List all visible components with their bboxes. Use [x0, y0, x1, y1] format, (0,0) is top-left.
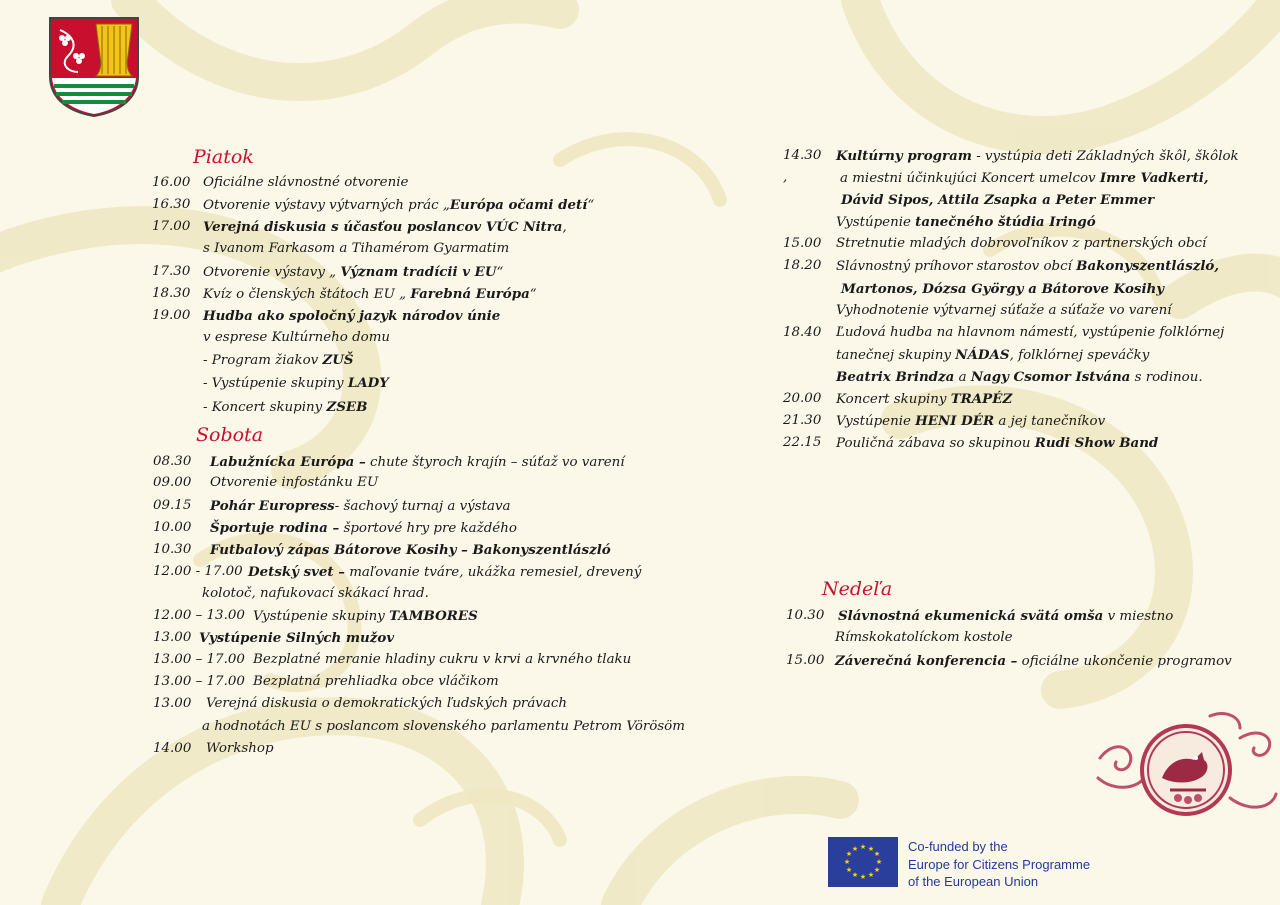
svg-text:★: ★: [859, 843, 867, 851]
schedule-item: 15.00 Stretnutie mladých dobrovoľníkov z partnerských obcí: [783, 236, 1207, 251]
schedule-item: Beatrix Brindza a Nagy Csomor Istvána s rodinou.: [836, 369, 1203, 385]
schedule-item: 12.00 - 17.00 Detský svet – maľovanie tváre, ukážka remesiel, drevený: [153, 564, 642, 580]
svg-text:★: ★: [859, 873, 867, 881]
schedule-item: 13.00 – 17.00 Bezplatná prehliadka obce vláčikom: [153, 674, 499, 689]
schedule-item: 14.00 Workshop: [153, 741, 274, 756]
schedule-item: 17.00 Verejná diskusia s účasťou poslancov VÚC Nitra,: [152, 219, 567, 235]
svg-text:★: ★: [875, 858, 883, 866]
svg-text:★: ★: [873, 866, 881, 874]
schedule-item: 18.30 Kvíz o členských štátoch EU „ Farebná Európa“: [152, 286, 537, 302]
schedule-item: 12.00 – 13.00 Vystúpenie skupiny TAMBORES: [153, 608, 478, 624]
schedule-item: Dávid Sipos, Attila Zsapka a Peter Emmer: [841, 192, 1155, 208]
schedule-item: 21.30 Vystúpenie HENI DÉR a jej tanečníkov: [783, 413, 1106, 429]
schedule-item: 16.30 Otvorenie výstavy výtvarných prác „Európa očami detí“: [152, 197, 595, 213]
saturday-heading: Sobota: [196, 424, 264, 446]
schedule-item: v esprese Kultúrneho domu: [203, 330, 391, 345]
eu-stars-icon: [828, 837, 898, 887]
svg-text:★: ★: [851, 871, 859, 879]
schedule-item: 13.00 Verejná diskusia o demokratických ľudských právach: [153, 696, 567, 711]
schedule-item: - Program žiakov ZUŠ: [203, 352, 354, 368]
schedule-item: a hodnotách EU s poslancom slovenského parlamentu Petrom Vörösöm: [202, 719, 685, 734]
bird-medallion-icon: [1090, 708, 1280, 828]
schedule-item: 10.30 Futbalový zápas Bátorove Kosihy – Bakonyszentlászló: [153, 542, 611, 558]
schedule-item: Martonos, Dózsa György a Bátorove Kosihy: [841, 281, 1165, 297]
schedule-item: 08.30 Labužnícka Európa – chute štyroch krajín – súťaž vo varení: [153, 454, 625, 470]
svg-text:★: ★: [867, 871, 875, 879]
svg-text:★: ★: [843, 858, 851, 866]
svg-text:★: ★: [867, 845, 875, 853]
schedule-item: , a miestni účinkujúci Koncert umelcov Imre Vadkerti,: [783, 170, 1209, 186]
svg-text:★: ★: [851, 845, 859, 853]
eu-cofunding-text: Co-funded by the Europe for Citizens Programme of the European Union: [908, 839, 1091, 889]
svg-text:★: ★: [873, 850, 881, 858]
schedule-item: kolotoč, nafukovací skákací hrad.: [202, 586, 429, 601]
schedule-item: 18.40 Ľudová hudba na hlavnom námestí, vystúpenie folklórnej: [783, 325, 1225, 340]
schedule-item: s Ivanom Farkasom a Tihamérom Gyarmatim: [203, 241, 510, 256]
schedule-item: 17.30 Otvorenie výstavy „ Význam tradícii v EU“: [152, 264, 504, 280]
sunday-heading: Nedeľa: [822, 578, 893, 600]
schedule-item: 14.30 Kultúrny program - vystúpia deti Základných škôl, škôlok: [783, 148, 1239, 164]
schedule-item: 18.20 Slávnostný príhovor starostov obcí Bakonyszentlászló,: [783, 258, 1220, 274]
schedule-item: - Vystúpenie skupiny LADY: [203, 375, 389, 391]
schedule-item: 10.30 Slávnostná ekumenická svätá omša v miestno: [786, 608, 1174, 624]
schedule-item: 09.00 Otvorenie infostánku EU: [153, 475, 379, 490]
schedule-item: 09.15 Pohár Europress- šachový turnaj a výstava: [153, 498, 511, 514]
schedule-item: 13.00 Vystúpenie Silných mužov: [153, 630, 395, 646]
schedule-item: 19.00 Hudba ako spoločný jazyk národov únie: [152, 308, 501, 324]
friday-heading: Piatok: [193, 146, 254, 168]
schedule-item: - Koncert skupiny ZSEB: [203, 399, 368, 415]
schedule-item: Vyhodnotenie výtvarnej súťaže a súťaže vo varení: [836, 303, 1172, 318]
schedule-item: 22.15 Pouličná zábava so skupinou Rudi Show Band: [783, 435, 1159, 451]
eu-flag-icon: [828, 837, 898, 887]
municipal-coat-of-arms-icon: [48, 16, 140, 118]
schedule-item: 16.00 Oficiálne slávnostné otvorenie: [152, 175, 409, 190]
schedule-item: 20.00 Koncert skupiny TRAPÉZ: [783, 391, 1013, 407]
schedule-item: Rímskokatolíckom kostole: [835, 630, 1013, 645]
svg-text:★: ★: [845, 850, 853, 858]
schedule-item: 13.00 – 17.00 Bezplatné meranie hladiny cukru v krvi a krvného tlaku: [153, 652, 632, 667]
schedule-item: Vystúpenie tanečného štúdia Iringó: [836, 214, 1096, 230]
svg-text:★: ★: [845, 866, 853, 874]
schedule-item: 15.00 Záverečná konferencia – oficiálne ukončenie programov: [786, 653, 1232, 669]
schedule-item: 10.00 Športuje rodina – športové hry pre každého: [153, 520, 517, 536]
schedule-item: tanečnej skupiny NÁDAS, folklórnej speváčky: [836, 347, 1150, 363]
